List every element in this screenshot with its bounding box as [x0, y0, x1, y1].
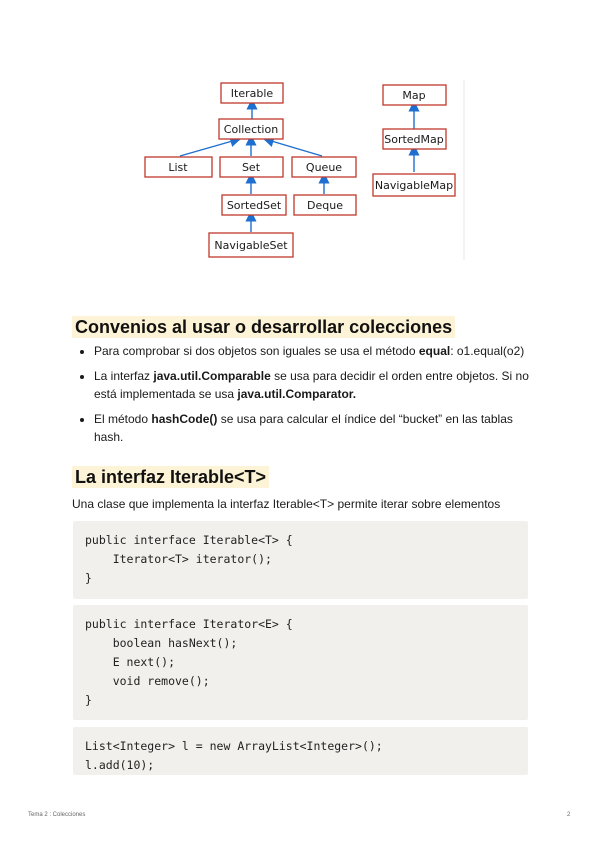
keyword-comparable: java.util.Comparable — [153, 369, 271, 383]
code-block-list-example: List<Integer> l = new ArrayList<Integer>(); l.add(10); — [73, 727, 528, 775]
section-title-iterable: La interfaz Iterable<T> — [72, 466, 269, 488]
conventions-list — [76, 342, 534, 453]
node-set-label: Set — [241, 161, 261, 174]
text-segment: El método — [94, 412, 152, 426]
keyword-comparator: java.util.Comparator. — [237, 387, 357, 401]
diagram-canvas — [0, 0, 600, 270]
node-map-label: Map — [402, 89, 426, 102]
node-navigablemap-label: NavigableMap — [374, 179, 454, 192]
list-item-hashcode — [94, 410, 534, 446]
text-segment: se usa para decidir el orden entre objetos. Si no está implementada se usa — [94, 369, 529, 401]
text-segment: La interfaz — [94, 369, 154, 383]
text-segment: se usa para calcular el índice del “bucket” en las tablas hash. — [94, 412, 513, 444]
footer-chapter: Tema 2 : Colecciones — [28, 812, 86, 818]
keyword-equal: equal — [418, 344, 451, 358]
list-item-comparable — [94, 367, 534, 403]
list-item-equal — [94, 342, 534, 360]
node-sortedset-label: SortedSet — [226, 199, 282, 212]
arrow-queue-collection — [268, 140, 322, 156]
node-sortedmap-label: SortedMap — [384, 133, 444, 146]
node-list-label: List — [168, 161, 188, 174]
collections-hierarchy-diagram — [0, 0, 600, 270]
text-segment: : o1.equal(o2) — [450, 344, 525, 358]
node-collection-label: Collection — [223, 123, 279, 136]
arrow-list-collection — [180, 140, 236, 156]
code-block-iterator: public interface Iterator<E> { boolean hasNext(); E next(); void remove(); } — [73, 605, 528, 720]
keyword-hashcode: hashCode() — [151, 412, 218, 426]
node-queue-label: Queue — [305, 161, 343, 174]
iterable-intro: Una clase que implementa la interfaz Iterable<T> permite iterar sobre elementos — [72, 497, 501, 511]
code-block-iterable: public interface Iterable<T> { Iterator<T> iterator(); } — [73, 521, 528, 599]
text-segment: Para comprobar si dos objetos son iguales se usa el método — [94, 344, 419, 358]
page-number: 2 — [567, 812, 571, 818]
node-navigableset-label: NavigableSet — [214, 239, 288, 252]
section-title-convenios: Convenios al usar o desarrollar colecciones — [72, 316, 455, 338]
node-deque-label: Deque — [307, 199, 343, 212]
node-iterable-label: Iterable — [230, 87, 274, 100]
